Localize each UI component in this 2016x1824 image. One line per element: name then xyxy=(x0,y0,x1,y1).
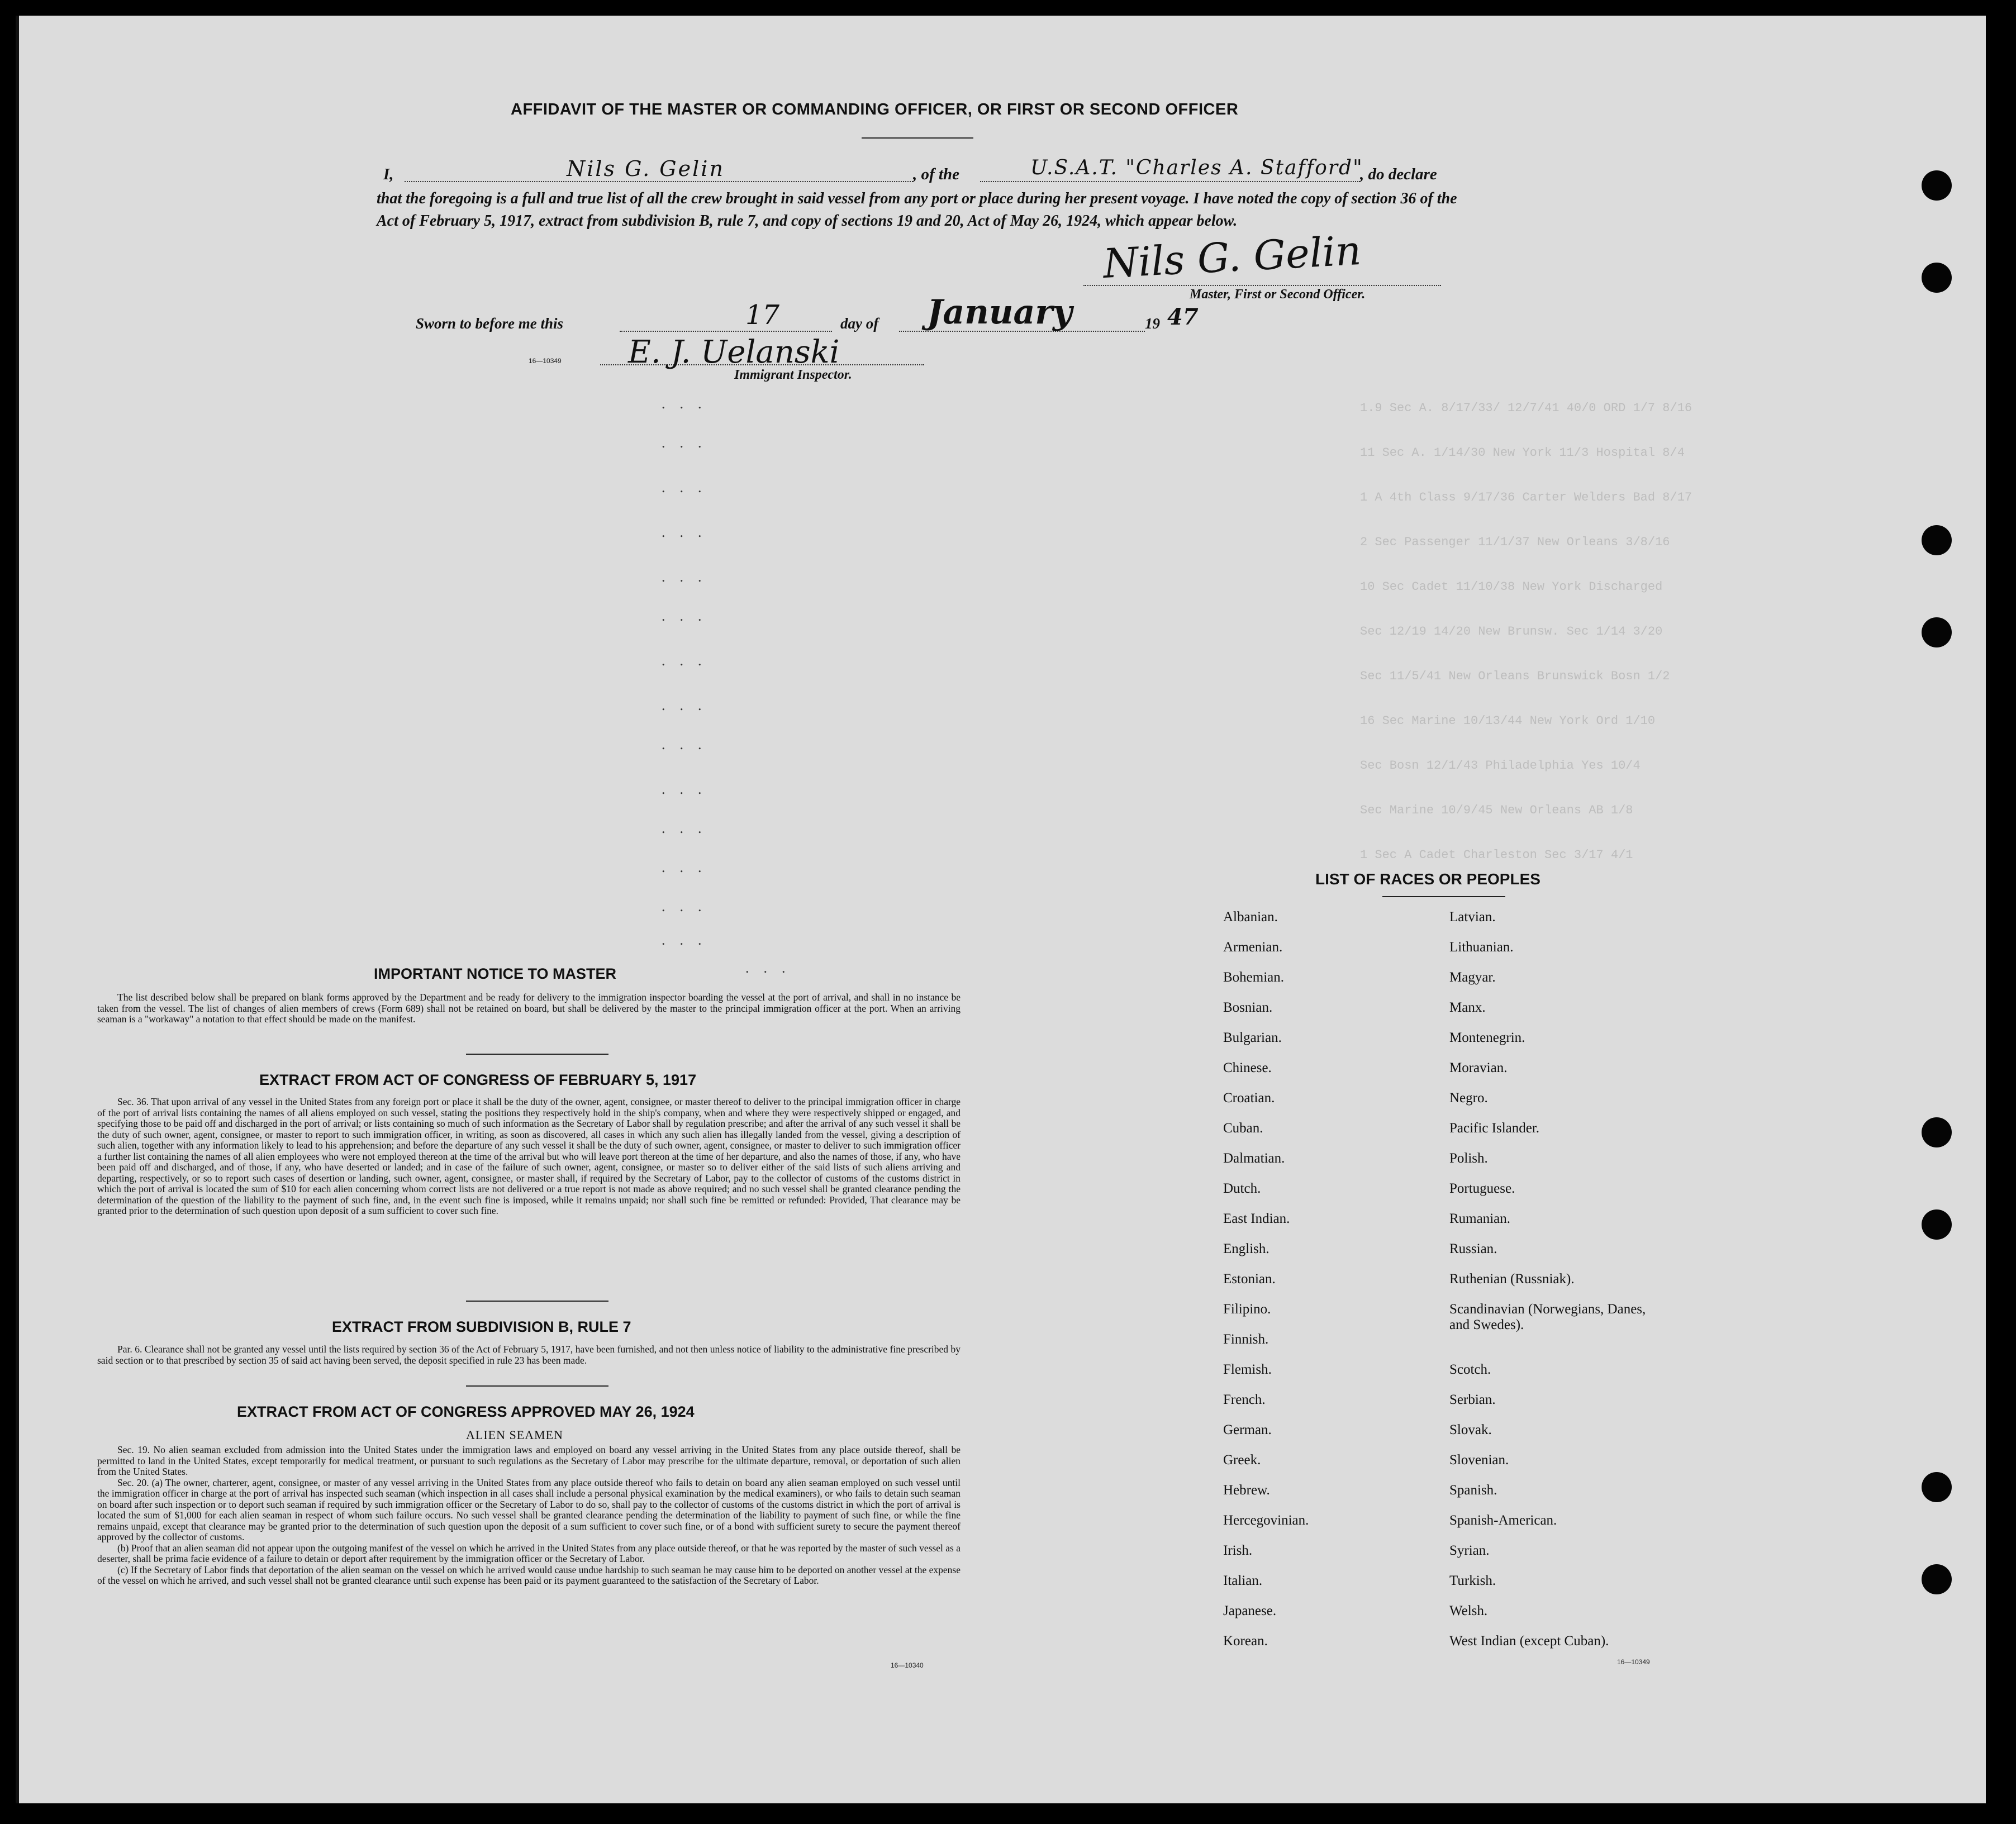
race-right-10: Rumanian. xyxy=(1449,1211,1511,1226)
race-right-23: West Indian (except Cuban). xyxy=(1449,1633,1609,1649)
race-right-19: Spanish-American. xyxy=(1449,1513,1557,1528)
master-caption: Master, First or Second Officer. xyxy=(1190,287,1366,302)
punch-hole xyxy=(1922,263,1952,293)
race-left-12: Estonian. xyxy=(1223,1271,1276,1287)
punch-hole xyxy=(1922,170,1952,201)
document-sheet: 1.9 Sec A. 8/17/33/ 12/7/41 40/0 ORD 1/7 8/16 11 Sec A. 1/14/30 New York 11/3 Hospital 8/4 1 A 4th Class 9/17/36 Carter Welders Bad 8/17 2 Sec Passenger 11/1/37 New Orleans 3/8/16 10 Sec Cadet 11/10/38 New York Discharged Sec 12/19 14/20 New Brunsw. Sec 1/14 3/20 Sec 11/5/41 New Orleans Brunswick Bosn 1/2 16 Sec Marine 10/13/44 New York Ord 1/10 Sec Bosn 12/1/43 Philadelphia Yes 10/4 Sec Marine 10/9/45 New Orleans AB 1/8 1 Sec A Cadet Charleston Sec 3/17 4/1 AFFIDAVIT OF THE MASTER OR COMMANDING OFFICER, OR FIRST OR SECOND OFFICER I, Nils G. Gelin , of the U.S.A.T. "Charles A. Stafford" , do declare that the foregoing is a full and true list of all the crew brought in said vessel from any port or place during her present voyage. I have noted the copy of section 36 of the Act of February 5, 1917, extract from subdivision B, rule 7, and copy of sections 19 and 20, Act of May 26, 1924, which appear below. Nils G. Gelin Master, First or Second Officer. Sworn to before me this 17 day of January 19 47 16—10349 E. J. Uelanski Immigrant Inspector. ... ... ... ... ... ... ... ... ... ... ... ... ... ... ... IMPORTANT NOTICE TO MASTER The list described below shall be prepared on blank forms approved by the Department and be ready for delivery to the immigration inspector boarding the vessel at the port of arrival, and shall in no instance be taken from the vessel. The list of changes of alien members of crews (Form 689) shall not be retained on board, but shall be delivered by the master to the principal immigration officer at the port. When an arriving seaman is a "workaway" a notation to that effect should be made on the manifest. EXTRACT FROM ACT OF CONGRESS OF FEBRUARY 5, 1917 Sec. 36. That upon arrival of any vessel in the United States from any foreign port or place it shall be the duty of the owner, agent, consignee, or master thereof to deliver to the principal immigration officer in charge of the port of arrival lists containing the names of all aliens employed on such vessel, stating the positions they respectively hold in the ship's company, when and where they were respectively shipped or engaged, and specifying those to be paid off and discharged in the port of arrival; or lists containing so much of such information as the Secretary of Labor shall by regulation prescribe; and after the arrival of any such vessel it shall be the duty of such owner, agent, consignee, or master to report to such immigration officer, in writing, as soon as discovered, all cases in which any such alien has illegally landed from the vessel, giving a description of such alien, together with any information likely to lead to his apprehension; and before the departure of any such vessel it shall be the duty of such owner, agent, consignee, or master to deliver to such immigration officer a further list containing the names of all alien employees who were not employed thereon at the time of the arrival but who will leave port thereon at the time of her departure, and also the names of those, if any, who have been paid off and discharged, and of those, if any, who have deserted or landed; and in case of the failure of such owner, agent, consignee, or master so to deliver either of the said lists of such aliens arriving and departing, respectively, or so to report such cases of desertion or landing, such owner, agent, consignee, or master shall, if required by the Secretary of Labor, pay to the collector of customs of the customs district in which the port of arrival is located the sum of $10 for each alien concerning whom correct lists are not delivered or a true report is not made as above required; and no such vessel shall be granted clearance pending the determination of the question of the liability to the payment of such fine, and, in the event such fine is imposed, while it remains unpaid; nor shall such fine be remitted or refunded: Provided, That clearance may be granted prior to the determination of such question upon deposit of a sum sufficient to cover such fine. EXTRACT FROM SUBDIVISION B, RULE 7 Par. 6. Clearance shall not be granted any vessel until the lists required by section 36 of the Act of February 5, 1917, have been furnished, and not then unless notice of liability to the administrative fine prescribed by said section or to that prescribed by section 35 of said act having been served, the deposit specified in rule 23 has been made. EXTRACT FROM ACT OF CONGRESS APPROVED MAY 26, 1924 ALIEN SEAMEN Sec. 19. No alien seaman excluded from admission into the United States under the immigration laws and employed on board any vessel arriving in the United States from any place outside thereof, shall be permitted to land in the United States, except temporarily for medical treatment, or pursuant to such regulations as the Secretary of Labor may prescribe for the ultimate departure, removal, or deportation of such alien from the United States. Sec. 20. (a) The owner, charterer, agent, consignee, or master of any vessel arriving in the United States from any place outside thereof who fails to detain on board any alien seaman employed on such vessel until the immigration officer in charge at the port of arrival has inspected such seaman (which inspection in all cases shall include a personal physical examination by the medical examiners), or who fails to detain such seaman on board after such inspection or to deport such seaman if required by such immigration officer or the Secretary of Labor to do so, shall pay to the collector of customs of the customs district in which the port of arrival is located the sum of $1,000 for each alien seaman in respect of whom such failure occurs. No such vessel shall be granted clearance pending the determination of the liability to payment of such fine, or while the fine remains unpaid, except that clearance may be granted prior to the determination of such question upon the deposit of a sum sufficient to cover such fine, or of a bond with sufficient surety to secure the payment thereof approved by the collector of customs. (b) Proof that an alien seaman did not appear upon the outgoing manifest of the vessel on which he arrived in the United States from any place outside thereof, or that he was reported by the master of such vessel as a deserter, shall be prima facie evidence of a failure to detain or deport after requirement by the immigration officer or the Secretary of Labor. (c) If the Secretary of Labor finds that deportation of the alien seaman on the vessel on which he arrived would cause undue hardship to such seaman he may cause him to be deported on another vessel at the expense of the vessel on which he arrived, and such vessel shall not be granted clearance until such expense has been paid or its payment guaranteed to the satisfaction of the Secretary of Labor. 16—10340 LIST OF RACES OR PEOPLES Albanian. Armenian. Bohemian. Bosnian. Bulgarian. Chinese. Croatian. Cuban. Dalmatian. Dutch. East Indian. English. Estonian. Filipino. Finnish. Flemish. French. German. Greek. Hebrew. Hercegovinian. Irish. Italian. Japanese. Korean. Latvian. Lithuanian. Magyar. Manx. Montenegrin. Moravian. Negro. Pacific Islander. Polish. Portuguese. Rumanian. Russian. Ruthenian (Russniak). Scandinavian (Norwegians, Danes, and Swedes). Scotch. Serbian. Slovak. Slovenian. Spanish. Spanish-American. Syrian. Turkish. Welsh. West Indian (except Cuban). 16—10349 xyxy=(16,16,1986,1803)
sworn-month-handwritten: January xyxy=(927,293,1072,332)
extract-1924-title: EXTRACT FROM ACT OF CONGRESS APPROVED MAY 26, 1924 xyxy=(237,1403,695,1420)
of-the-label: , of the xyxy=(913,165,959,183)
master-signature: Nils G. Gelin xyxy=(1102,226,1363,288)
notice-body: The list described below shall be prepared on blank forms approved by the Department and be ready for delivery to the immigration inspector boarding the vessel at the port of arrival, and shall in no instance be taken from the vessel. The list of changes of alien members of crews (Form 689) shall not be retained on board, but shall be delivered by the master to the principal immigration officer at the port. When an arriving seaman is a "workaway" a notation to that effect should be made on the manifest. xyxy=(97,992,961,1025)
race-left-20: Hercegovinian. xyxy=(1223,1513,1309,1528)
race-left-2: Bohemian. xyxy=(1223,970,1285,985)
race-right-11: Russian. xyxy=(1449,1241,1497,1256)
race-right-18: Spanish. xyxy=(1449,1483,1497,1498)
race-left-19: Hebrew. xyxy=(1223,1483,1270,1498)
extract-1917-body: Sec. 36. That upon arrival of any vessel in the United States from any foreign port or place it shall be the duty of the owner, agent, consignee, or master thereof to deliver to the principal immigration officer in charge of the port of arrival lists containing the names of all aliens employed on such vessel, stating the positions they respectively hold in the ship's company, when and where they were respectively shipped or engaged, and specifying those to be paid off and discharged in the port of arrival; or lists containing so much of such information as the Secretary of Labor shall by regulation prescribe; and after the arrival of any such vessel it shall be the duty of such owner, agent, consignee, or master to report to such immigration officer, in writing, as soon as discovered, all cases in which any such alien has illegally landed from the vessel, giving a description of such alien, together with any information likely to lead to his apprehension; and before the departure of any such vessel it shall be the duty of such owner, agent, consignee, or master to deliver to such immigration officer a further list containing the names of all alien employees who were not employed thereon at the time of the arrival but who will leave port thereon at the time of her departure, and also the names of those, if any, who have been paid off and discharged, and of those, if any, who have deserted or landed; and in case of the failure of such owner, agent, consignee, or master so to deliver either of the said lists of such aliens arriving and departing, respectively, or so to report such cases of desertion or landing, such owner, agent, consignee, or master shall, if required by the Secretary of Labor, pay to the collector of customs of the customs district in which the port of arrival is located the sum of $10 for each alien concerning whom correct lists are not delivered or a true report is not made as above required; and no such vessel shall be granted clearance pending the determination of the question of the liability to the payment of such fine, and, in the event such fine is imposed, while it remains unpaid; nor shall such fine be remitted or refunded: Provided, That clearance may be granted prior to the determination of such question upon deposit of a sum sufficient to cover such fine. xyxy=(97,1096,961,1216)
race-left-15: Flemish. xyxy=(1223,1362,1272,1377)
race-right-8: Polish. xyxy=(1449,1151,1488,1166)
race-right-14: Scotch. xyxy=(1449,1362,1491,1377)
race-left-18: Greek. xyxy=(1223,1452,1261,1468)
race-right-21: Turkish. xyxy=(1449,1573,1496,1588)
day-of-label: day of xyxy=(840,315,879,332)
punch-hole xyxy=(1922,1209,1952,1240)
race-left-16: French. xyxy=(1223,1392,1266,1407)
sworn-day-handwritten: 17 xyxy=(745,299,780,331)
extract-1924-body: Sec. 19. No alien seaman excluded from admission into the United States under the immigration laws and employed on board any vessel arriving in the United States from any place outside thereof, shall be permitted to land in the United States, except temporarily for medical treatment, or pursuant to such regulations as the Secretary of Labor may prescribe for the ultimate departure, removal, or deportation of such alien from the United States. Sec. 20. (a) The owner, charterer, agent, consignee, or master of any vessel arriving in the United States from any place outside thereof who fails to detain on board any alien seaman employed on such vessel until the immigration officer in charge at the port of arrival has inspected such seaman (which inspection in all cases shall include a personal physical examination by the medical examiners), or who fails to detain such seaman on board after such inspection or to deport such seaman if required by such immigration officer or the Secretary of Labor to do so, shall pay to the collector of customs of the customs district in which the port of arrival is located the sum of $1,000 for each alien seaman in respect of whom such failure occurs. No such vessel shall be granted clearance pending the determination of the liability to payment of such fine, or while the fine remains unpaid, except that clearance may be granted prior to the determination of such question upon the deposit of a sum sufficient to cover such fine, or of a bond with sufficient surety to secure the payment thereof approved by the collector of customs. (b) Proof that an alien seaman did not appear upon the outgoing manifest of the vessel on which he arrived in the United States from any place outside thereof, or that he was reported by the master of such vessel as a deserter, shall be prima facie evidence of a failure to detain or deport after requirement by the immigration officer or the Secretary of Labor. (c) If the Secretary of Labor finds that deportation of the alien seaman on the vessel on which he arrived would cause undue hardship to such seaman he may cause him to be deported on another vessel at the expense of the vessel on which he arrived, and such vessel shall not be granted clearance until such expense has been paid or its payment guaranteed to the satisfaction of the Secretary of Labor. xyxy=(97,1444,961,1586)
race-left-23: Japanese. xyxy=(1223,1603,1277,1618)
race-left-3: Bosnian. xyxy=(1223,1000,1273,1015)
i-label: I, xyxy=(383,165,394,183)
race-left-7: Cuban. xyxy=(1223,1121,1263,1136)
rule7-title: EXTRACT FROM SUBDIVISION B, RULE 7 xyxy=(332,1318,631,1335)
punch-hole xyxy=(1922,525,1952,555)
race-right-5: Moravian. xyxy=(1449,1060,1508,1075)
punch-hole xyxy=(1922,1472,1952,1502)
form-number-bottom-left: 16—10340 xyxy=(891,1661,924,1669)
race-right-7: Pacific Islander. xyxy=(1449,1121,1540,1136)
punch-hole xyxy=(1922,1564,1952,1594)
race-right-20: Syrian. xyxy=(1449,1543,1490,1558)
race-right-15: Serbian. xyxy=(1449,1392,1496,1407)
race-left-8: Dalmatian. xyxy=(1223,1151,1285,1166)
vessel-name-handwritten: U.S.A.T. "Charles A. Stafford" xyxy=(1030,156,1363,179)
race-right-16: Slovak. xyxy=(1449,1422,1492,1437)
race-left-6: Croatian. xyxy=(1223,1090,1275,1106)
affidavit-title: AFFIDAVIT OF THE MASTER OR COMMANDING OFFICER, OR FIRST OR SECOND OFFICER xyxy=(511,101,1239,118)
race-right-6: Negro. xyxy=(1449,1090,1488,1106)
sworn-label: Sworn to before me this xyxy=(416,315,564,332)
officer-name-handwritten: Nils G. Gelin xyxy=(567,156,725,181)
race-left-22: Italian. xyxy=(1223,1573,1263,1588)
notice-title: IMPORTANT NOTICE TO MASTER xyxy=(374,965,616,982)
race-left-5: Chinese. xyxy=(1223,1060,1272,1075)
declaration-text: that the foregoing is a full and true list of all the crew brought in said vessel from any port or place during her present voyage. I have noted the copy of section 36 of the Act of February 5, 1917, extract from subdivision B, rule 7, and copy of sections 19 and 20, Act of May 26, 1924, which appear below. xyxy=(377,190,1457,230)
rule7-body: Par. 6. Clearance shall not be granted any vessel until the lists required by section 36 of the Act of February 5, 1917, have been furnished, and not then unless notice of liability to the administrative fine prescribed by said section or to that prescribed by section 35 of said act having been served, the deposit specified in rule 23 has been made. xyxy=(97,1344,961,1366)
race-left-21: Irish. xyxy=(1223,1543,1253,1558)
form-number-top: 16—10349 xyxy=(529,357,562,365)
inspector-caption: Immigrant Inspector. xyxy=(734,368,852,382)
punch-hole xyxy=(1922,617,1952,647)
race-right-22: Welsh. xyxy=(1449,1603,1488,1618)
title-divider xyxy=(862,137,973,139)
race-right-4: Montenegrin. xyxy=(1449,1030,1525,1045)
race-left-0: Albanian. xyxy=(1223,909,1278,925)
race-left-14: Finnish. xyxy=(1223,1332,1269,1347)
race-right-9: Portuguese. xyxy=(1449,1181,1515,1196)
race-left-13: Filipino. xyxy=(1223,1302,1271,1317)
race-right-12: Ruthenian (Russniak). xyxy=(1449,1271,1575,1287)
race-left-24: Korean. xyxy=(1223,1633,1268,1649)
races-title: LIST OF RACES OR PEOPLES xyxy=(1315,870,1540,888)
race-right-13: Scandinavian (Norwegians, Danes, and Swedes). xyxy=(1449,1302,1646,1332)
race-left-10: East Indian. xyxy=(1223,1211,1290,1226)
race-left-9: Dutch. xyxy=(1223,1181,1261,1196)
race-left-17: German. xyxy=(1223,1422,1272,1437)
race-left-11: English. xyxy=(1223,1241,1269,1256)
race-right-2: Magyar. xyxy=(1449,970,1496,985)
extract-1917-title: EXTRACT FROM ACT OF CONGRESS OF FEBRUARY 5, 1917 xyxy=(259,1071,697,1088)
race-right-0: Latvian. xyxy=(1449,909,1496,925)
form-number-races: 16—10349 xyxy=(1617,1658,1650,1666)
race-left-4: Bulgarian. xyxy=(1223,1030,1282,1045)
race-right-1: Lithuanian. xyxy=(1449,940,1514,955)
race-right-3: Manx. xyxy=(1449,1000,1486,1015)
do-declare-label: , do declare xyxy=(1360,165,1437,183)
race-left-1: Armenian. xyxy=(1223,940,1283,955)
punch-hole xyxy=(1922,1117,1952,1147)
year-handwritten: 47 xyxy=(1167,304,1199,330)
inspector-signature: E. J. Uelanski xyxy=(628,334,840,370)
year-prefix: 19 xyxy=(1145,315,1160,332)
race-right-17: Slovenian. xyxy=(1449,1452,1509,1468)
alien-seamen-subtitle: ALIEN SEAMEN xyxy=(466,1428,563,1442)
